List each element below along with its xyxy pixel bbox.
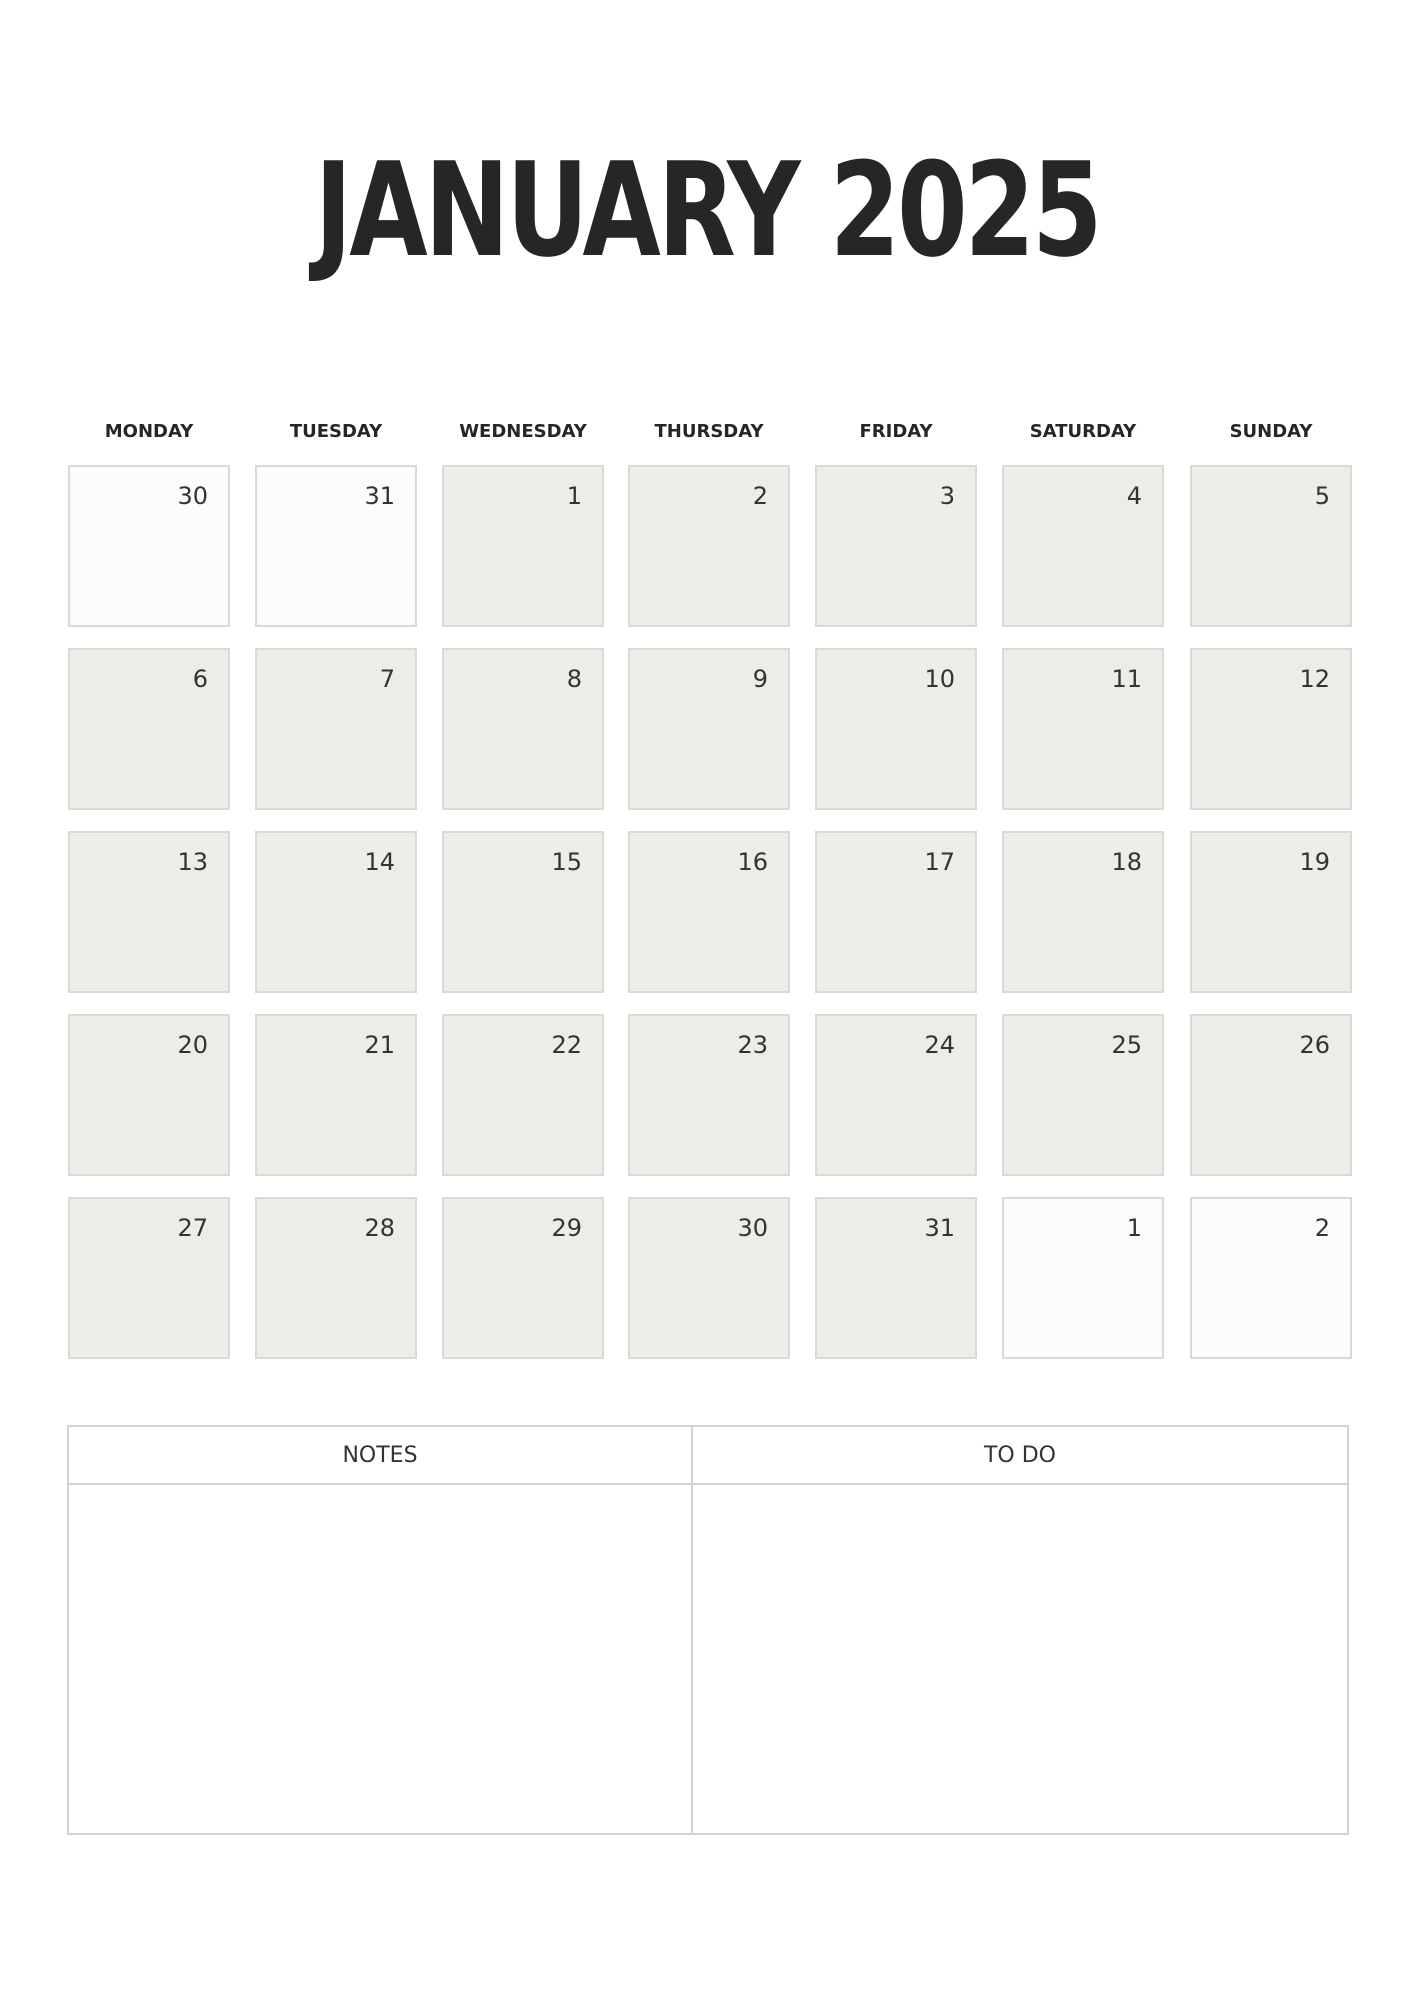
day-cell[interactable]	[1002, 831, 1164, 993]
day-cell[interactable]	[442, 1014, 604, 1176]
day-cell[interactable]	[815, 648, 977, 810]
day-number: 20	[177, 1031, 208, 1059]
todo-section	[693, 1427, 1347, 1833]
day-cell[interactable]	[1190, 648, 1352, 810]
day-cell[interactable]	[68, 1014, 230, 1176]
day-number: 10	[924, 665, 955, 693]
day-number: 12	[1299, 665, 1330, 693]
day-cell-adjacent-month[interactable]	[1002, 1197, 1164, 1359]
day-cell[interactable]	[628, 831, 790, 993]
day-number: 26	[1299, 1031, 1330, 1059]
day-cell[interactable]	[442, 1197, 604, 1359]
day-number: 3	[939, 482, 955, 510]
day-cell[interactable]	[628, 648, 790, 810]
day-number: 27	[177, 1214, 208, 1242]
day-number: 11	[1111, 665, 1142, 693]
day-number: 8	[566, 665, 582, 693]
todo-area[interactable]	[693, 1485, 1347, 1833]
day-cell[interactable]	[815, 465, 977, 627]
day-cell[interactable]	[255, 648, 417, 810]
day-cell[interactable]	[442, 648, 604, 810]
day-cell[interactable]	[442, 465, 604, 627]
day-number: 29	[551, 1214, 582, 1242]
day-cell-adjacent-month[interactable]	[1190, 1197, 1352, 1359]
day-cell[interactable]	[68, 1197, 230, 1359]
day-number: 16	[737, 848, 768, 876]
day-number: 30	[737, 1214, 768, 1242]
weekday-label-thursday: THURSDAY	[654, 421, 764, 442]
day-number: 24	[924, 1031, 955, 1059]
day-number: 21	[364, 1031, 395, 1059]
weekday-label-wednesday: WEDNESDAY	[459, 421, 587, 442]
day-cell[interactable]	[255, 1014, 417, 1176]
day-number: 13	[177, 848, 208, 876]
day-number: 4	[1126, 482, 1142, 510]
notes-heading: NOTES	[69, 1427, 691, 1485]
day-cell[interactable]	[815, 831, 977, 993]
todo-heading: TO DO	[693, 1427, 1347, 1485]
day-number: 18	[1111, 848, 1142, 876]
day-number: 7	[379, 665, 395, 693]
notes-section	[69, 1427, 693, 1833]
day-cell[interactable]	[1002, 648, 1164, 810]
day-cell[interactable]	[255, 831, 417, 993]
day-number: 1	[1126, 1214, 1142, 1242]
day-number: 19	[1299, 848, 1330, 876]
day-number: 5	[1314, 482, 1330, 510]
day-number: 14	[364, 848, 395, 876]
day-number: 22	[551, 1031, 582, 1059]
day-cell[interactable]	[1002, 465, 1164, 627]
day-number: 6	[192, 665, 208, 693]
day-number: 23	[737, 1031, 768, 1059]
day-cell[interactable]	[1190, 1014, 1352, 1176]
day-number: 31	[924, 1214, 955, 1242]
day-number: 25	[1111, 1031, 1142, 1059]
weekday-label-monday: MONDAY	[104, 421, 194, 442]
day-cell[interactable]	[628, 1014, 790, 1176]
day-number: 9	[752, 665, 768, 693]
day-cell[interactable]	[628, 465, 790, 627]
weekday-label-saturday: SATURDAY	[1029, 421, 1137, 442]
notes-todo-table	[67, 1425, 1349, 1835]
day-cell-adjacent-month[interactable]	[68, 465, 230, 627]
weekday-label-friday: FRIDAY	[859, 421, 933, 442]
day-cell[interactable]	[68, 648, 230, 810]
weekday-label-sunday: SUNDAY	[1229, 421, 1313, 442]
weekday-label-tuesday: TUESDAY	[289, 421, 383, 442]
day-number: 28	[364, 1214, 395, 1242]
day-number: 15	[551, 848, 582, 876]
day-cell[interactable]	[1190, 831, 1352, 993]
day-cell[interactable]	[68, 831, 230, 993]
day-cell[interactable]	[628, 1197, 790, 1359]
day-cell[interactable]	[815, 1014, 977, 1176]
day-number: 2	[1314, 1214, 1330, 1242]
day-number: 1	[566, 482, 582, 510]
day-cell[interactable]	[255, 1197, 417, 1359]
day-cell[interactable]	[1190, 465, 1352, 627]
day-number: 30	[177, 482, 208, 510]
notes-area[interactable]	[69, 1485, 691, 1833]
day-cell[interactable]	[1002, 1014, 1164, 1176]
day-number: 2	[752, 482, 768, 510]
page-title: JANUARY 2025	[314, 134, 1100, 286]
day-number: 31	[364, 482, 395, 510]
day-number: 17	[924, 848, 955, 876]
day-cell[interactable]	[442, 831, 604, 993]
day-cell-adjacent-month[interactable]	[255, 465, 417, 627]
day-cell[interactable]	[815, 1197, 977, 1359]
